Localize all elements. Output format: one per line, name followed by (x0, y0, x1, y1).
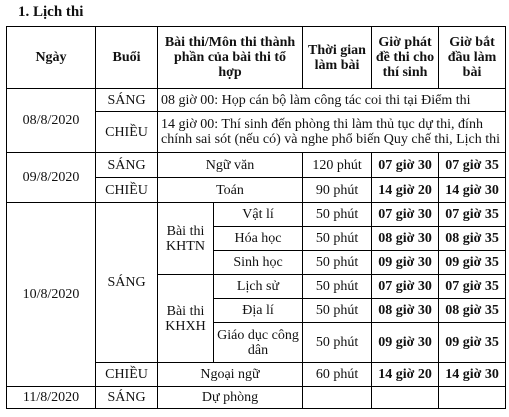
subject-cell: Ngữ văn (158, 153, 303, 178)
start-time-cell: 08 giờ 35 (439, 299, 506, 323)
start-time-cell: 07 giờ 35 (439, 203, 506, 227)
issue-time-cell: 14 giờ 20 (372, 363, 439, 387)
start-time-cell: 14 giờ 30 (439, 363, 506, 387)
header-duration: Thời gian làm bài (303, 27, 372, 89)
subject-cell: Toán (158, 178, 303, 203)
issue-time-cell: 07 giờ 30 (372, 203, 439, 227)
duration-cell: 50 phút (303, 251, 372, 275)
header-day: Ngày (7, 27, 96, 89)
date-cell: 09/8/2020 (7, 153, 96, 203)
table-row (7, 89, 506, 112)
header-row (7, 27, 506, 89)
session-cell: CHIỀU (96, 363, 158, 387)
empty-cell (372, 387, 439, 409)
subject-cell: Dự phòng (158, 387, 303, 409)
empty-cell (303, 387, 372, 409)
subject-cell: Hóa học (214, 227, 303, 251)
table-row (7, 387, 506, 409)
event-note: 08 giờ 00: Họp cán bộ làm công tác coi thi tại Điểm thi (158, 89, 506, 112)
duration-cell: 50 phút (303, 203, 372, 227)
issue-time-cell: 09 giờ 30 (372, 323, 439, 363)
issue-time-cell: 07 giờ 30 (372, 275, 439, 299)
header-start-time: Giờ bắt đầu làm bài (439, 27, 506, 89)
subject-cell: Vật lí (214, 203, 303, 227)
subject-cell: Ngoại ngữ (158, 363, 303, 387)
subject-cell: Sinh học (214, 251, 303, 275)
duration-cell: 50 phút (303, 227, 372, 251)
header-subject: Bài thi/Môn thi thành phần của bài thi tổ hợp (158, 27, 303, 89)
start-time-cell: 07 giờ 35 (439, 153, 506, 178)
subject-cell: Giáo dục công dân (214, 323, 303, 363)
subject-cell: Lịch sử (214, 275, 303, 299)
empty-cell (439, 387, 506, 409)
session-cell: SÁNG (96, 387, 158, 409)
issue-time-cell: 09 giờ 30 (372, 251, 439, 275)
duration-cell: 50 phút (303, 299, 372, 323)
start-time-cell: 09 giờ 35 (439, 251, 506, 275)
issue-time-cell: 08 giờ 30 (372, 227, 439, 251)
session-cell: CHIỀU (96, 112, 158, 153)
start-time-cell: 09 giờ 35 (439, 323, 506, 363)
exam-schedule-table (6, 26, 506, 409)
session-cell: SÁNG (96, 203, 158, 363)
date-cell: 11/8/2020 (7, 387, 96, 409)
duration-cell: 50 phút (303, 323, 372, 363)
session-cell: CHIỀU (96, 178, 158, 203)
start-time-cell: 08 giờ 35 (439, 227, 506, 251)
start-time-cell: 14 giờ 30 (439, 178, 506, 203)
issue-time-cell: 14 giờ 20 (372, 178, 439, 203)
table-row (7, 153, 506, 178)
duration-cell: 120 phút (303, 153, 372, 178)
duration-cell: 90 phút (303, 178, 372, 203)
combo-label-khxh: Bài thi KHXH (158, 275, 214, 363)
session-cell: SÁNG (96, 89, 158, 112)
header-session: Buổi (96, 27, 158, 89)
header-issue-time: Giờ phát đề thi cho thí sinh (372, 27, 439, 89)
combo-label-khtn: Bài thi KHTN (158, 203, 214, 275)
event-note: 14 giờ 00: Thí sinh đến phòng thi làm thủ tục dự thi, đính chính sai sót (nếu có) và nghe phổ biến Quy chế thi, Lịch thi (158, 112, 506, 153)
duration-cell: 50 phút (303, 275, 372, 299)
session-cell: SÁNG (96, 153, 158, 178)
subject-cell: Địa lí (214, 299, 303, 323)
table-row (7, 203, 506, 227)
issue-time-cell: 08 giờ 30 (372, 299, 439, 323)
start-time-cell: 07 giờ 35 (439, 275, 506, 299)
section-heading: 1. Lịch thi (18, 4, 84, 20)
date-cell: 10/8/2020 (7, 203, 96, 387)
issue-time-cell: 07 giờ 30 (372, 153, 439, 178)
duration-cell: 60 phút (303, 363, 372, 387)
date-cell: 08/8/2020 (7, 89, 96, 153)
